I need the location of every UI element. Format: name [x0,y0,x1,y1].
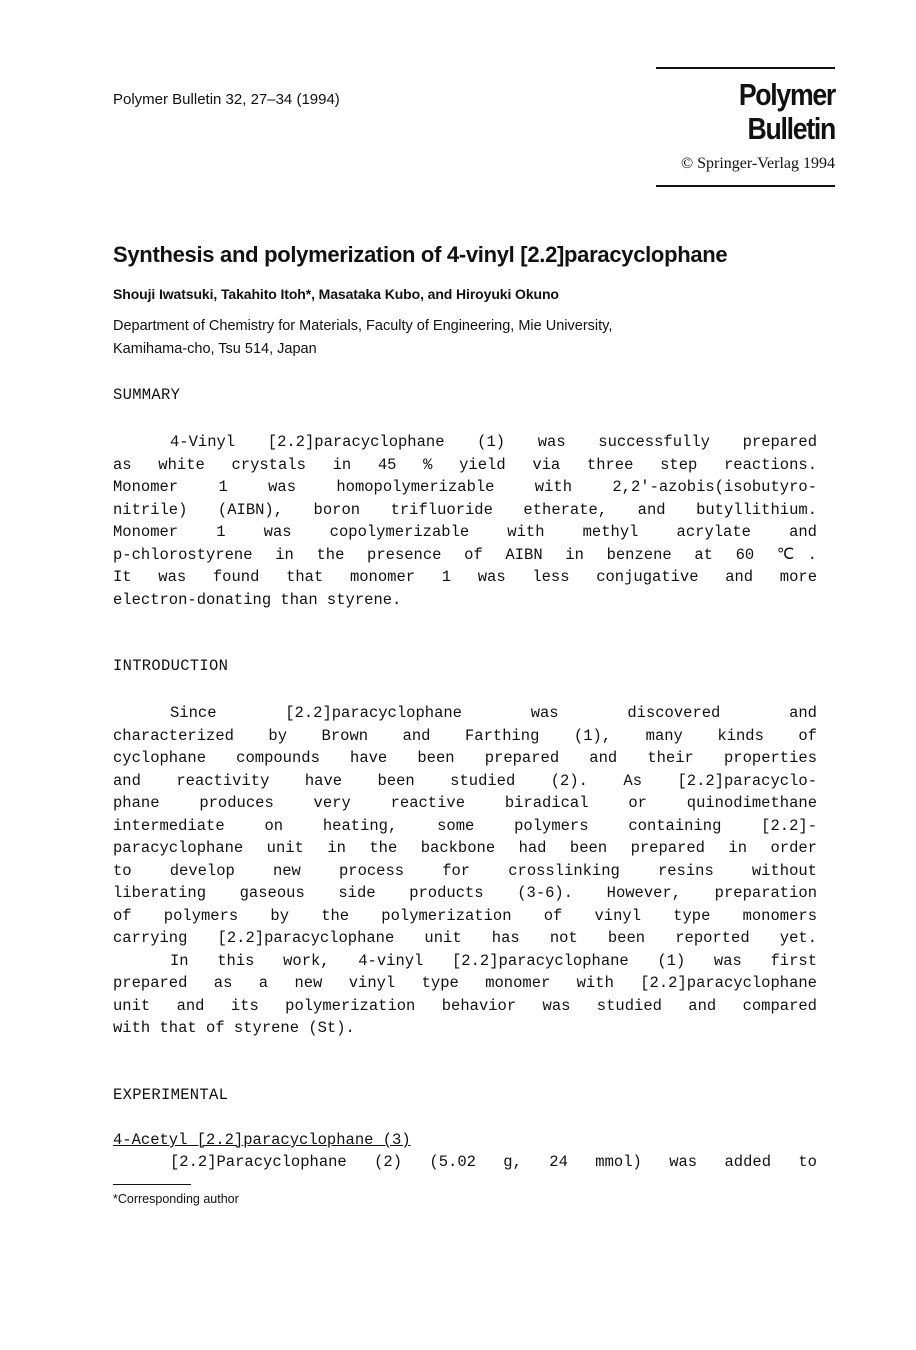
article-affiliation [113,316,612,361]
footnote-rule [113,1184,191,1185]
footnote: *Corresponding author [113,1192,239,1206]
summary-line: nitrile) (AIBN), boron trifluoride etherate, and butyllithium. [113,500,817,519]
introduction-line: to develop new process for crosslinking resins without [113,861,817,880]
summary-line: Monomer 1 was copolymerizable with methyl acrylate and [113,523,817,541]
experimental-line: [2.2]Paracyclophane (2) (5.02 g, 24 mmol) was added to [170,1153,817,1171]
article-authors: Shouji Iwatsuki, Takahito Itoh*, Masataka Kubo, and Hiroyuki Okuno [113,286,559,302]
introduction-line: In this work, 4-vinyl [2.2]paracyclophane (1) was first [170,951,817,970]
journal-citation: Polymer Bulletin 32, 27–34 (1994) [113,91,340,108]
journal-brand-block [656,67,835,187]
introduction-line: liberating gaseous side products (3-6). However, preparation [113,884,817,902]
experimental-heading: EXPERIMENTAL [113,1086,229,1104]
introduction-line: Since [2.2]paracyclophane was discovered and [170,704,817,722]
introduction-line: characterized by Brown and Farthing (1), many kinds of [113,726,817,745]
introduction-line: of polymers by the polymerization of vinyl type monomers [113,906,817,925]
publisher-copyright: © Springer-Verlag 1994 [680,155,835,172]
summary-body [113,431,817,611]
introduction-line: unit and its polymerization behavior was studied and compared [113,996,817,1015]
summary-line: It was found that monomer 1 was less conjugative and more [113,568,817,586]
article-title: Synthesis and polymerization of 4-vinyl [2.2]paracyclophane [113,242,728,267]
introduction-line: with that of styrene (St). [113,1019,355,1037]
introduction-line: paracyclophane unit in the backbone had been prepared in order [113,839,817,857]
summary-line: p-chlorostyrene in the presence of AIBN in benzene at 60 ℃. [113,545,817,564]
experimental-body [113,1153,817,1176]
introduction-line: phane produces very reactive biradical or quinodimethane [113,794,817,812]
introduction-body [113,702,817,1040]
summary-line: as white crystals in 45 % yield via three step reactions. [113,455,817,474]
affiliation-line: Department of Chemistry for Materials, Faculty of Engineering, Mie University, [113,318,613,334]
brand-rule-top [656,67,835,69]
introduction-line: carrying [2.2]paracyclophane unit has not been reported yet. [113,929,817,947]
introduction-heading: INTRODUCTION [113,657,229,675]
summary-line: 4-Vinyl [2.2]paracyclophane (1) was successfully prepared [170,433,817,451]
brand-rule-bottom [656,185,835,187]
introduction-line: prepared as a new vinyl type monomer with [2.2]paracyclophane [113,974,817,992]
affiliation-line: Kamihama-cho, Tsu 514, Japan [113,340,317,357]
introduction-line: cyclophane compounds have been prepared and their properties [113,749,817,767]
journal-brand-name: Polymer Bulletin [738,77,835,146]
summary-heading: SUMMARY [113,386,181,404]
summary-line: electron-donating than styrene. [113,590,402,609]
introduction-line: intermediate on heating, some polymers containing [2.2]- [113,816,817,835]
summary-line: Monomer 1 was homopolymerizable with 2,2'-azobis(isobutyro- [113,478,817,496]
experimental-subheading: 4-Acetyl [2.2]paracyclophane (3) [113,1131,411,1149]
introduction-line: and reactivity have been studied (2). As [2.2]paracyclo- [113,771,817,790]
